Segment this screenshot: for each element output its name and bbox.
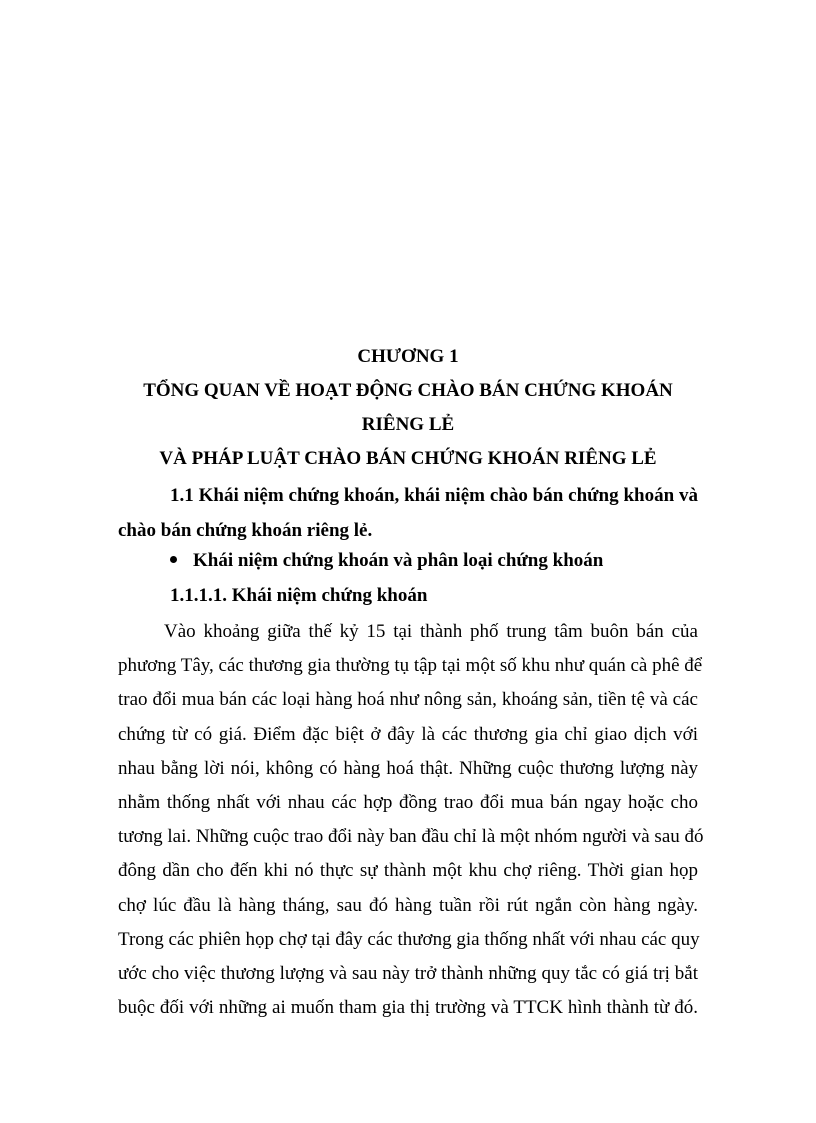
chapter-label: CHƯƠNG 1: [357, 346, 459, 367]
paragraph-line: tương lai. Những cuộc trao đổi này ban đầu chỉ là một nhóm người và sau đó: [118, 826, 704, 848]
subsection-title: 1.1.1.1. Khái niệm chứng khoán: [170, 585, 428, 606]
chapter-heading: [0, 340, 816, 476]
paragraph-line: ước cho việc thương lượng và sau này trở thành những quy tắc có giá trị bắt: [118, 962, 698, 984]
section-title: 1.1 Khái niệm chứng khoán, khái niệm chào bán chứng khoán và chào bán chứng khoán riêng lẻ.: [118, 485, 698, 541]
paragraph-line: chợ lúc đầu là hàng tháng, sau đó hàng tuần rồi rút ngắn còn hàng ngày.: [118, 894, 698, 916]
bullet-text: Khái niệm chứng khoán và phân loại chứng khoán: [193, 550, 604, 571]
bullet-item: [170, 546, 603, 576]
paragraph-line: trao đổi mua bán các loại hàng hoá như nông sản, khoáng sản, tiền tệ và các: [118, 689, 698, 711]
paragraph-line: nhau bằng lời nói, không có hàng hoá thật. Những cuộc thương lượng này: [118, 757, 698, 779]
paragraph-line: Vào khoảng giữa thế kỷ 15 tại thành phố trung tâm buôn bán của: [164, 621, 698, 642]
paragraph-line: Trong các phiên họp chợ tại đây các thương gia thống nhất với nhau các quy: [118, 928, 700, 950]
bullet-dot-icon: [170, 556, 177, 563]
chapter-title-line-2: RIÊNG LẺ: [361, 414, 455, 435]
chapter-title-line-3: VÀ PHÁP LUẬT CHÀO BÁN CHỨNG KHOÁN RIÊNG LẺ: [159, 448, 657, 469]
body-paragraph: [118, 615, 704, 1025]
paragraph-line: chứng từ có giá. Điểm đặc biệt ở đây là các thương gia chỉ giao dịch với: [118, 723, 698, 745]
paragraph-line: đông dần cho đến khi nó thực sự thành một khu chợ riêng. Thời gian họp: [118, 860, 698, 882]
chapter-title-line-1: TỔNG QUAN VỀ HOẠT ĐỘNG CHÀO BÁN CHỨNG KHOÁN: [143, 380, 673, 401]
paragraph-line: phương Tây, các thương gia thường tụ tập tại một số khu như quán cà phê để: [118, 655, 703, 677]
paragraph-line: nhằm thống nhất với nhau các hợp đồng trao đổi mua bán ngay hoặc cho: [118, 791, 698, 813]
paragraph-line: buộc đối với những ai muốn tham gia thị trường và TTCK hình thành từ đó.: [118, 997, 698, 1019]
